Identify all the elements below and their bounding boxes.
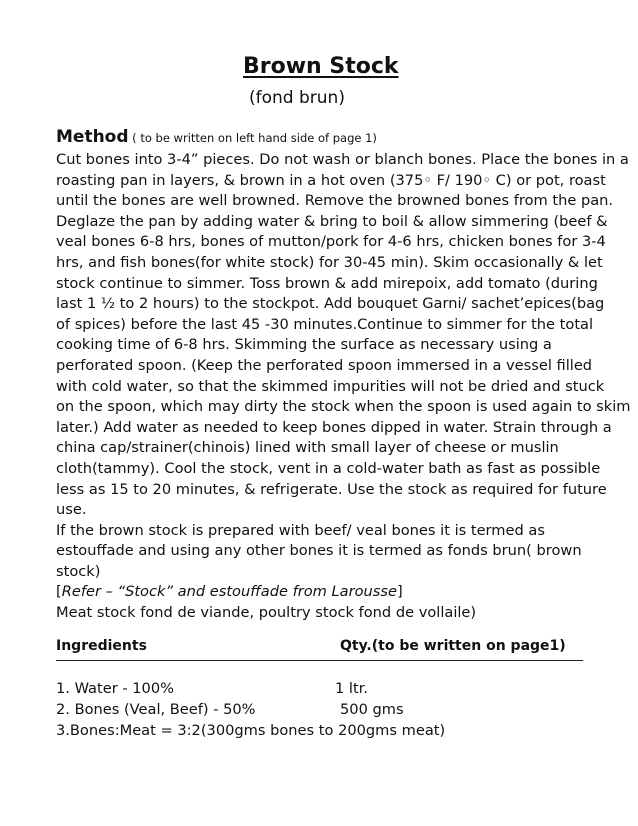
method-line: perforated spoon. (Keep the perforated spoon immersed in a vessel filled: [56, 356, 593, 374]
quantity-column-label: Qty.(to be written on page1): [340, 638, 566, 654]
method-line: china cap/strainer(chinois) lined with small layer of cheese or muslin: [56, 439, 559, 457]
method-line: Cut bones into 3-4” pieces. Do not wash or blanch bones. Place the bones in a: [56, 151, 629, 168]
ingredients-header: [56, 638, 583, 661]
method-line: on the spoon, which may dirty the stock when the spoon is used again to skim: [56, 398, 631, 416]
method-line: cloth(tammy). Cool the stock, vent in a cold-water bath as fast as possible: [56, 459, 601, 477]
page-title: Brown Stock: [243, 54, 399, 79]
method-heading: [56, 127, 377, 147]
method-line: of spices) before the last 45 -30 minutes.Continue to simmer for the total: [56, 315, 594, 333]
reference-line: [56, 582, 616, 603]
method-line: stock): [56, 562, 101, 580]
ingredient-ratio-line: 3.Bones:Meat = 3:2(300gms bones to 200gms meat): [56, 722, 446, 739]
method-line: with cold water, so that the skimmed impurities will not be dried and stuck: [56, 377, 605, 395]
method-line: roasting pan in layers, & brown in a hot oven (375◦ F/ 190◦ C) or pot, roast: [56, 171, 606, 189]
method-last-line: Meat stock fond de viande, poultry stock fond de vollaile): [56, 604, 477, 622]
ingredient-qty: 500 gms: [340, 701, 404, 718]
method-line: last 1 ½ to 2 hours) to the stockpot. Add bouquet Garni/ sachet’epices(bag: [56, 295, 605, 313]
method-line: Deglaze the pan by adding water & bring to boil & allow simmering (beef &: [56, 212, 608, 230]
method-line: If the brown stock is prepared with beef/ veal bones it is termed as: [56, 521, 545, 539]
method-line: estouffade and using any other bones it is termed as fonds brun( brown: [56, 542, 582, 560]
reference-open-bracket: [: [56, 583, 62, 601]
ingredient-row: [56, 680, 583, 700]
page-subtitle: (fond brun): [249, 88, 345, 108]
method-line: use.: [56, 501, 87, 519]
method-line: until the bones are well browned. Remove the browned bones from the pan.: [56, 192, 614, 210]
method-body: [56, 150, 631, 624]
method-line: later.) Add water as needed to keep bones dipped in water. Strain through a: [56, 418, 612, 436]
method-heading-label: Method: [56, 127, 129, 147]
reference-text: Refer – “Stock” and estouffade from Larousse: [61, 583, 397, 601]
ingredients-column-label: Ingredients: [56, 638, 147, 654]
ingredient-qty: 1 ltr.: [335, 680, 368, 697]
method-line: stock continue to simmer. Toss brown & add mirepoix, add tomato (during: [56, 274, 598, 292]
ingredient-name: 1. Water - 100%: [56, 680, 174, 697]
ingredient-name: 2. Bones (Veal, Beef) - 50%: [56, 701, 256, 718]
method-heading-note: ( to be written on left hand side of page 1): [128, 131, 377, 145]
method-line: veal bones 6-8 hrs, bones of mutton/pork for 4-6 hrs, chicken bones for 3-4: [56, 233, 606, 251]
reference-close-bracket: ]: [396, 583, 403, 601]
ingredient-row: [56, 701, 583, 721]
method-line: hrs, and fish bones(for white stock) for 30-45 min). Skim occasionally & let: [56, 253, 603, 271]
method-line: less as 15 to 20 minutes, & refrigerate. Use the stock as required for future: [56, 480, 607, 498]
method-line: cooking time of 6-8 hrs. Skimming the surface as necessary using a: [56, 336, 552, 354]
